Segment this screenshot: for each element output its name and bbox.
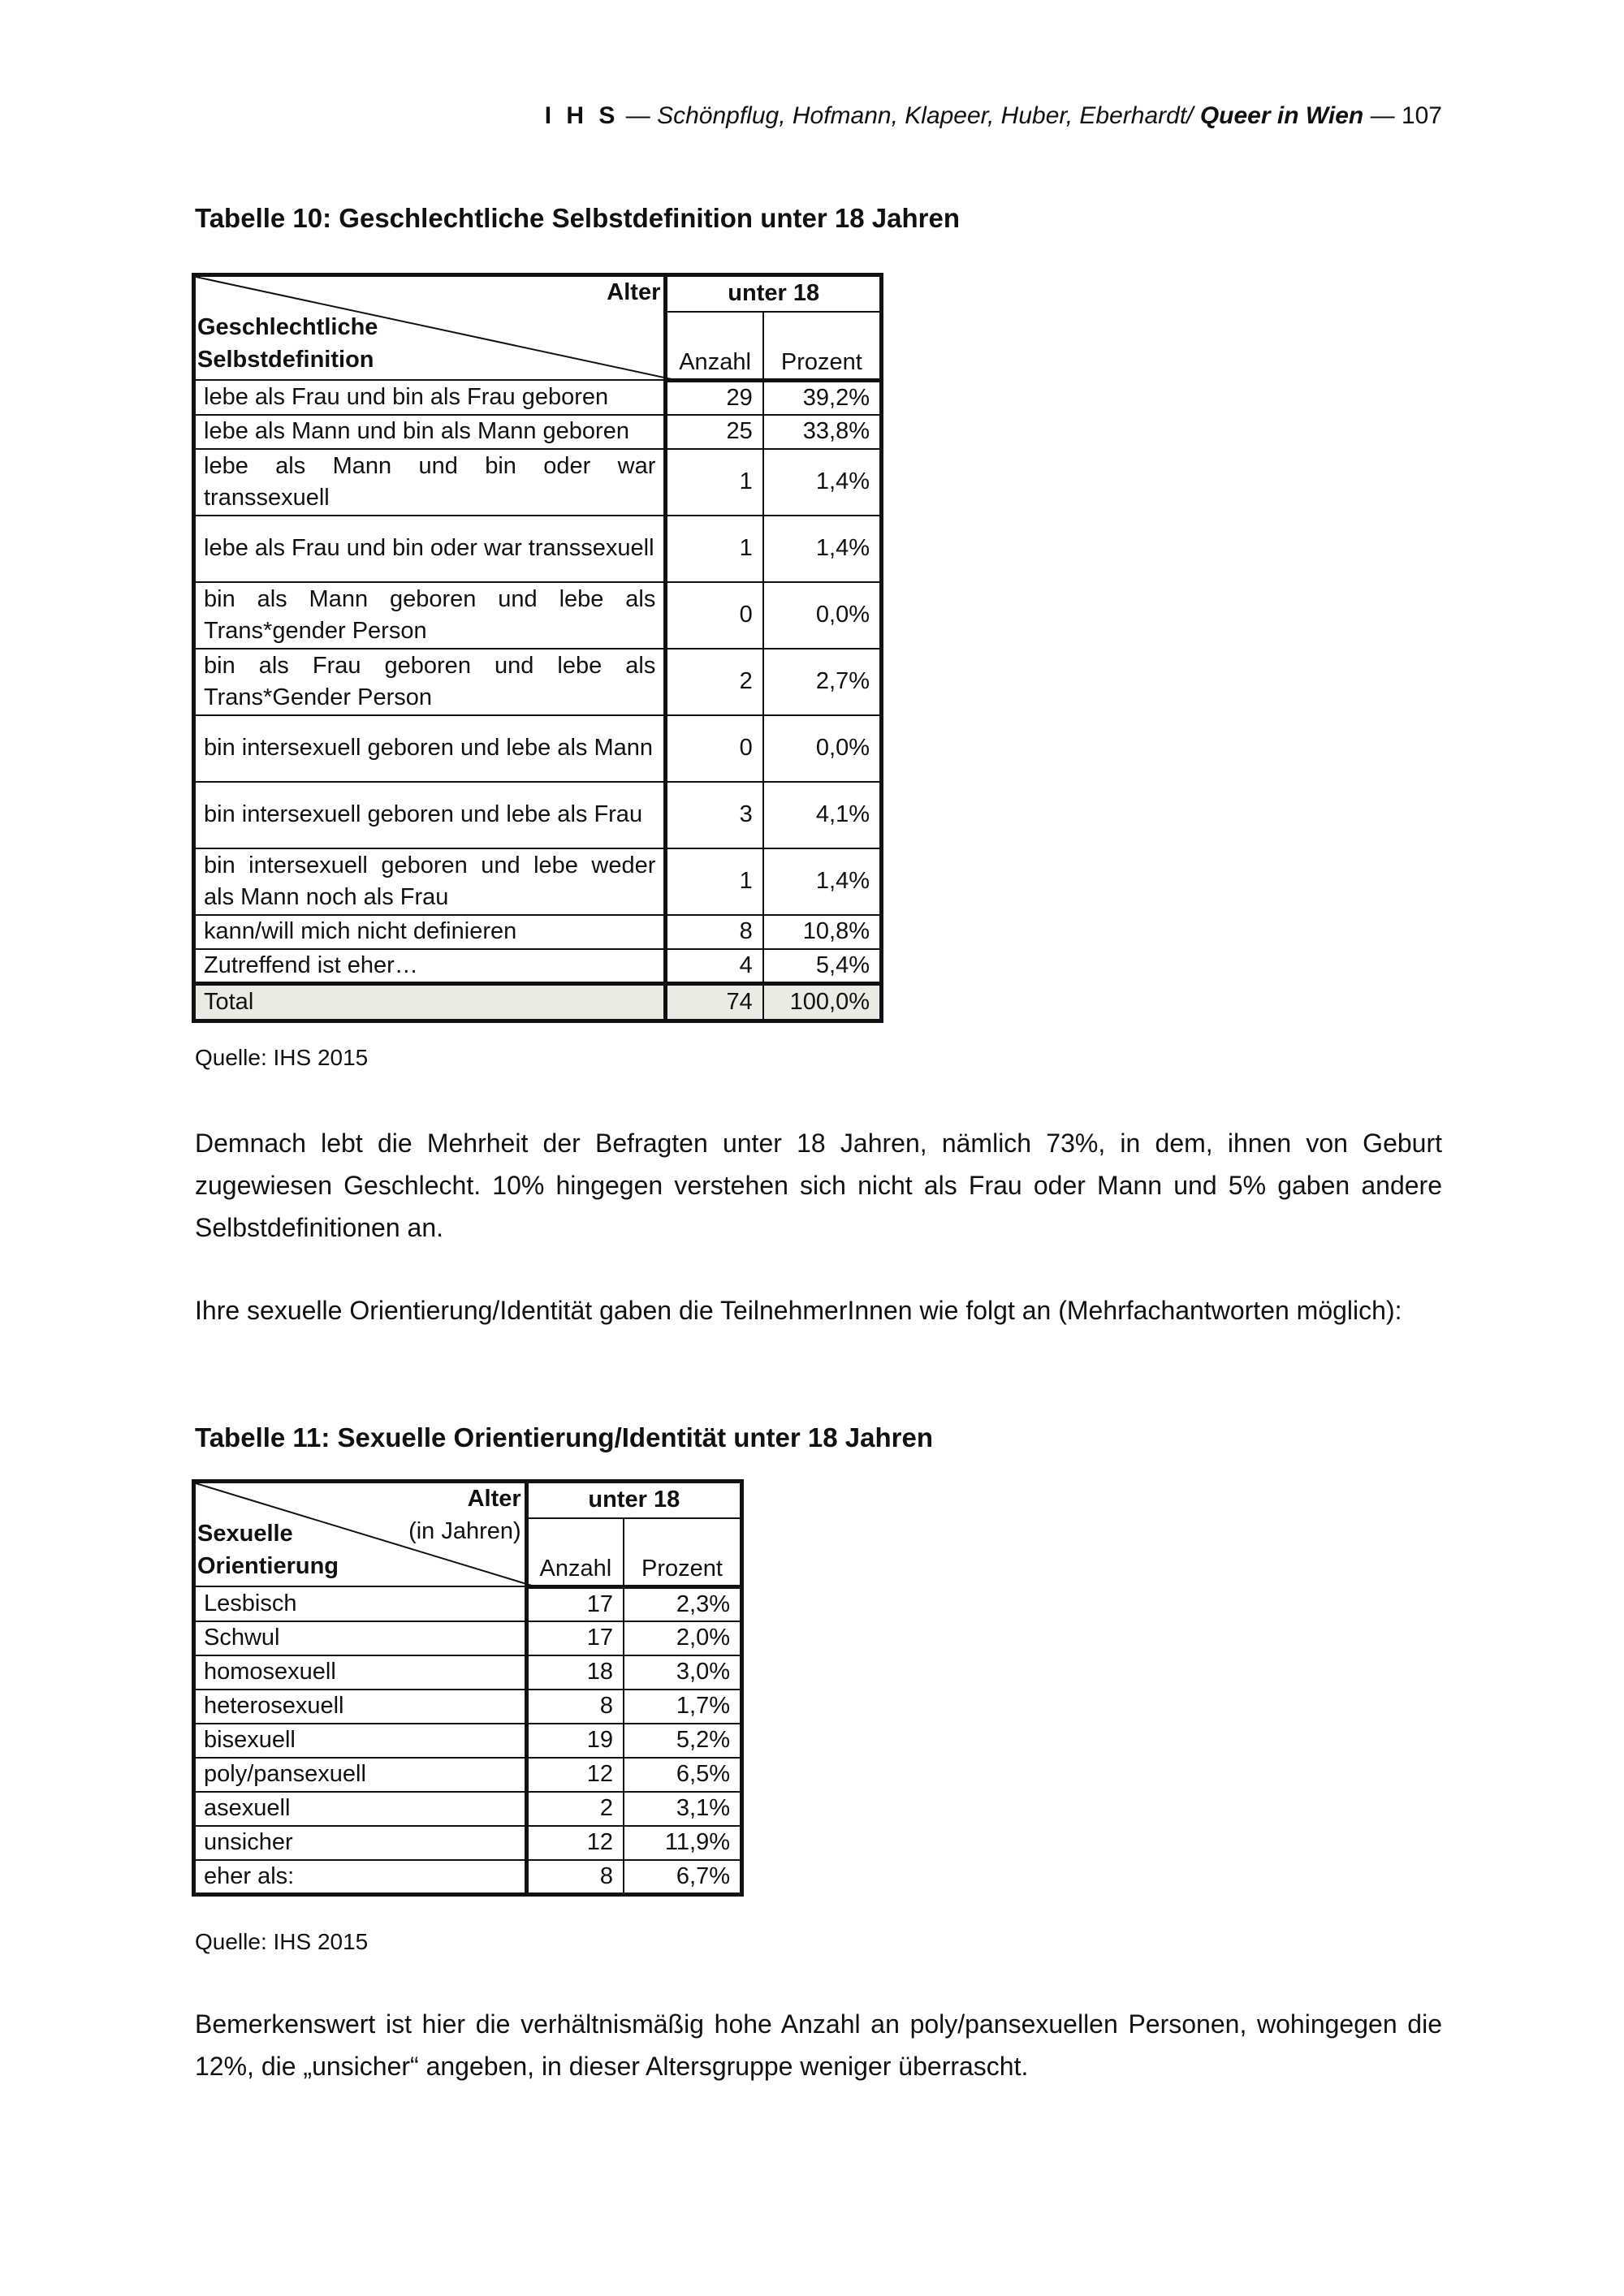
paragraph-1: Demnach lebt die Mehrheit der Befragten unter 18 Jahren, nämlich 73%, in dem, ihnen von Geburt zugewiesen Geschlecht. 10% hingegen verstehen sich nicht als Frau oder Mann und 5% gaben andere Selbstdefinitionen an.: [195, 1129, 1442, 1242]
row-percent: 3,1%: [624, 1792, 742, 1826]
row-percent: 2,3%: [624, 1586, 742, 1621]
table10-row-dimension: [197, 311, 378, 376]
table10-col-percent: Prozent: [763, 312, 882, 380]
row-percent: 11,9%: [624, 1826, 742, 1860]
row-percent: 6,5%: [624, 1758, 742, 1792]
row-count: 19: [526, 1724, 624, 1758]
row-label: Lesbisch: [194, 1586, 527, 1621]
table-row: [194, 1860, 742, 1895]
table10-col-dimension: Alter: [607, 279, 661, 305]
row-label: poly/pansexuell: [194, 1758, 527, 1792]
header-dash-2: —: [1363, 102, 1402, 129]
table-row: [194, 848, 882, 915]
row-count: 8: [526, 1690, 624, 1724]
table11-col-count: Anzahl: [526, 1518, 624, 1586]
table10-total-percent: 100,0%: [763, 983, 882, 1021]
row-label: lebe als Mann und bin oder war transsexuell: [194, 449, 666, 516]
header-title: Queer in Wien: [1199, 102, 1364, 129]
table11-row-dimension-line1: Sexuelle: [197, 1521, 293, 1547]
row-label: unsicher: [194, 1826, 527, 1860]
row-count: 1: [666, 516, 763, 582]
row-percent: 0,0%: [763, 715, 882, 782]
paragraph-2: Ihre sexuelle Orientierung/Identität gaben die TeilnehmerInnen wie folgt an (Mehrfachantworten möglich):: [195, 1296, 1402, 1325]
row-count: 1: [666, 449, 763, 516]
table-row: [194, 1621, 742, 1655]
row-count: 8: [666, 915, 763, 949]
row-label: asexuell: [194, 1792, 527, 1826]
row-count: 29: [666, 380, 763, 415]
row-count: 3: [666, 782, 763, 848]
row-label: bisexuell: [194, 1724, 527, 1758]
row-percent: 3,0%: [624, 1655, 742, 1690]
table11-caption: Tabelle 11: Sexuelle Orientierung/Identität unter 18 Jahren: [195, 1422, 933, 1452]
table-row: [194, 1655, 742, 1690]
table10-corner-header: [194, 275, 666, 381]
row-count: 12: [526, 1826, 624, 1860]
header-dash-1: —: [619, 102, 658, 129]
row-label: lebe als Mann und bin als Mann geboren: [194, 415, 666, 449]
row-label: bin intersexuell geboren und lebe als Frau: [194, 782, 666, 848]
row-percent: 5,2%: [624, 1724, 742, 1758]
row-count: 0: [666, 582, 763, 649]
table11: [192, 1479, 744, 1897]
row-percent: 5,4%: [763, 949, 882, 984]
row-count: 17: [526, 1586, 624, 1621]
row-label: eher als:: [194, 1860, 527, 1895]
row-label: kann/will mich nicht definieren: [194, 915, 666, 949]
row-count: 0: [666, 715, 763, 782]
table-row: [194, 915, 882, 949]
table10-total-row: [194, 983, 882, 1021]
table-row: [194, 949, 882, 984]
table11-col-dimension: Alter: [467, 1486, 521, 1512]
table-row: [194, 782, 882, 848]
row-label: Zutreffend ist eher…: [194, 949, 666, 984]
row-count: 2: [666, 649, 763, 715]
table11-group-header: unter 18: [526, 1482, 741, 1518]
table10-body: [194, 380, 882, 983]
row-count: 2: [526, 1792, 624, 1826]
header-ihs: I H S: [544, 102, 620, 129]
row-label: heterosexuell: [194, 1690, 527, 1724]
running-header: [545, 102, 1442, 130]
row-label: lebe als Frau und bin oder war transsexuell: [194, 516, 666, 582]
table-row: [194, 380, 882, 415]
table10-col-count: Anzahl: [666, 312, 763, 380]
table10-total-count: 74: [666, 983, 763, 1021]
table10-source: Quelle: IHS 2015: [195, 1045, 369, 1070]
row-label: lebe als Frau und bin als Frau geboren: [194, 380, 666, 415]
row-label: bin als Mann geboren und lebe als Trans*gender Person: [194, 582, 666, 649]
row-percent: 1,7%: [624, 1690, 742, 1724]
row-percent: 39,2%: [763, 380, 882, 415]
table11-row-dimension: [197, 1517, 339, 1582]
row-percent: 2,0%: [624, 1621, 742, 1655]
table11-col-dimension-sub: (in Jahren): [408, 1518, 521, 1544]
row-percent: 6,7%: [624, 1860, 742, 1895]
table-row: [194, 1758, 742, 1792]
row-percent: 1,4%: [763, 449, 882, 516]
row-percent: 10,8%: [763, 915, 882, 949]
table-row: [194, 582, 882, 649]
row-count: 17: [526, 1621, 624, 1655]
row-percent: 4,1%: [763, 782, 882, 848]
row-percent: 2,7%: [763, 649, 882, 715]
table-row: [194, 449, 882, 516]
table11-source: Quelle: IHS 2015: [195, 1929, 369, 1954]
row-label: bin intersexuell geboren und lebe weder als Mann noch als Frau: [194, 848, 666, 915]
table-row: [194, 1826, 742, 1860]
table10-row-dimension-line2: Selbstdefinition: [197, 347, 374, 373]
row-count: 12: [526, 1758, 624, 1792]
row-label: bin als Frau geboren und lebe als Trans*Gender Person: [194, 649, 666, 715]
row-count: 1: [666, 848, 763, 915]
table-row: [194, 1690, 742, 1724]
row-count: 18: [526, 1655, 624, 1690]
row-percent: 0,0%: [763, 582, 882, 649]
table10: [192, 273, 883, 1023]
row-count: 4: [666, 949, 763, 984]
table10-caption: Tabelle 10: Geschlechtliche Selbstdefinition unter 18 Jahren: [195, 203, 960, 233]
table11-corner-header: [194, 1482, 527, 1587]
table10-row-dimension-line1: Geschlechtliche: [197, 314, 378, 340]
table10-group-header: unter 18: [666, 275, 882, 312]
row-percent: 33,8%: [763, 415, 882, 449]
paragraph-3: Bemerkenswert ist hier die verhältnismäßig hohe Anzahl an poly/pansexuellen Personen, wohingegen die 12%, die „unsicher“ angeben, in dieser Altersgruppe weniger überrascht.: [195, 2009, 1442, 2081]
table10-total-label: Total: [194, 983, 666, 1021]
table-row: [194, 516, 882, 582]
table-row: [194, 1724, 742, 1758]
table-row: [194, 415, 882, 449]
table-row: [194, 715, 882, 782]
table-row: [194, 649, 882, 715]
table11-row-dimension-line2: Orientierung: [197, 1553, 339, 1579]
header-authors: Schönpflug, Hofmann, Klapeer, Huber, Eberhardt/: [657, 102, 1200, 129]
row-count: 8: [526, 1860, 624, 1895]
table-row: [194, 1792, 742, 1826]
table11-body: [194, 1586, 742, 1894]
table11-col-percent: Prozent: [624, 1518, 742, 1586]
row-label: homosexuell: [194, 1655, 527, 1690]
row-percent: 1,4%: [763, 516, 882, 582]
page-number: 107: [1401, 102, 1442, 129]
table-row: [194, 1586, 742, 1621]
row-count: 25: [666, 415, 763, 449]
row-label: Schwul: [194, 1621, 527, 1655]
row-label: bin intersexuell geboren und lebe als Mann: [194, 715, 666, 782]
row-percent: 1,4%: [763, 848, 882, 915]
